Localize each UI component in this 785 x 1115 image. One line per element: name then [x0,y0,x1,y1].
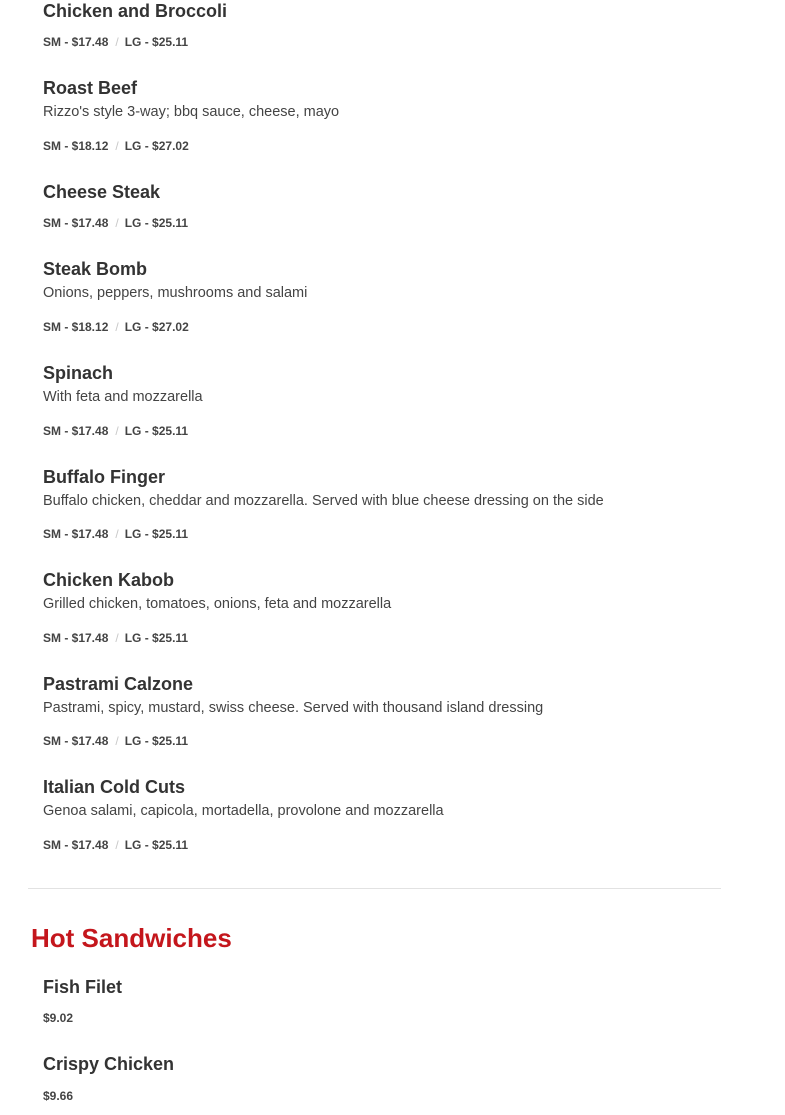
item-prices [43,838,188,852]
price-small: SM - $17.48 [43,35,109,49]
item-name: Steak Bomb [43,259,148,279]
item-description: Genoa salami, capicola, mortadella, provolone and mozzarella [43,803,444,819]
menu-item[interactable] [43,776,723,852]
menu-item[interactable] [43,466,723,541]
item-description: Buffalo chicken, cheddar and mozzarella. Served with blue cheese dressing on the side [43,493,604,509]
item-description: Grilled chicken, tomatoes, onions, feta and mozzarella [43,596,392,612]
item-name: Chicken Kabob [43,570,175,590]
item-name: Chicken and Broccoli [43,1,228,21]
item-name: Cheese Steak [43,182,161,202]
price-separator: / [115,320,119,334]
item-description: With feta and mozzarella [43,389,203,405]
menu-item[interactable] [43,1053,723,1103]
price-small: SM - $17.48 [43,631,109,645]
price-large: LG - $27.02 [124,320,189,334]
item-description: Onions, peppers, mushrooms and salami [43,285,308,301]
price-large: LG - $25.11 [124,838,189,852]
item-prices [43,35,188,49]
price-large: LG - $25.11 [124,527,189,541]
item-prices [43,734,188,748]
item-prices [43,527,188,541]
menu-item[interactable] [43,362,723,438]
price-separator: / [115,838,119,852]
price-separator: / [115,216,119,230]
price-small: SM - $17.48 [43,527,109,541]
price-separator: / [115,631,119,645]
menu-item[interactable] [43,77,723,153]
price-small: SM - $17.48 [43,424,109,438]
item-name: Italian Cold Cuts [43,777,186,797]
item-price: $9.02 [43,1011,74,1025]
price-large: LG - $25.11 [124,35,189,49]
item-prices [43,424,188,438]
item-prices [43,320,189,334]
item-prices [43,216,188,230]
menu-item[interactable] [43,673,723,748]
item-price: $9.66 [43,1089,74,1103]
section-divider [28,888,721,889]
item-name: Pastrami Calzone [43,674,194,694]
menu-item[interactable] [43,569,723,645]
price-separator: / [115,139,119,153]
item-prices [43,631,188,645]
item-prices [43,139,189,153]
price-large: LG - $25.11 [124,424,189,438]
price-large: LG - $27.02 [124,139,189,153]
menu-item[interactable] [43,0,723,49]
price-separator: / [115,734,119,748]
price-large: LG - $25.11 [124,216,189,230]
section-title: Hot Sandwiches [31,923,232,953]
price-separator: / [115,424,119,438]
item-description: Pastrami, spicy, mustard, swiss cheese. Served with thousand island dressing [43,700,544,716]
price-large: LG - $25.11 [124,734,189,748]
price-small: SM - $17.48 [43,838,109,852]
price-separator: / [115,527,119,541]
item-name: Crispy Chicken [43,1054,175,1074]
item-name: Buffalo Finger [43,467,165,487]
price-small: SM - $17.48 [43,216,109,230]
item-name: Roast Beef [43,78,138,98]
menu-item[interactable] [43,258,723,334]
price-small: SM - $17.48 [43,734,109,748]
price-small: SM - $18.12 [43,139,109,153]
item-name: Fish Filet [43,977,123,997]
item-name: Spinach [43,363,114,383]
item-description: Rizzo's style 3-way; bbq sauce, cheese, mayo [43,104,340,120]
price-separator: / [115,35,119,49]
menu-item[interactable] [43,976,723,1025]
price-large: LG - $25.11 [124,631,189,645]
price-small: SM - $18.12 [43,320,109,334]
menu-item[interactable] [43,181,723,230]
